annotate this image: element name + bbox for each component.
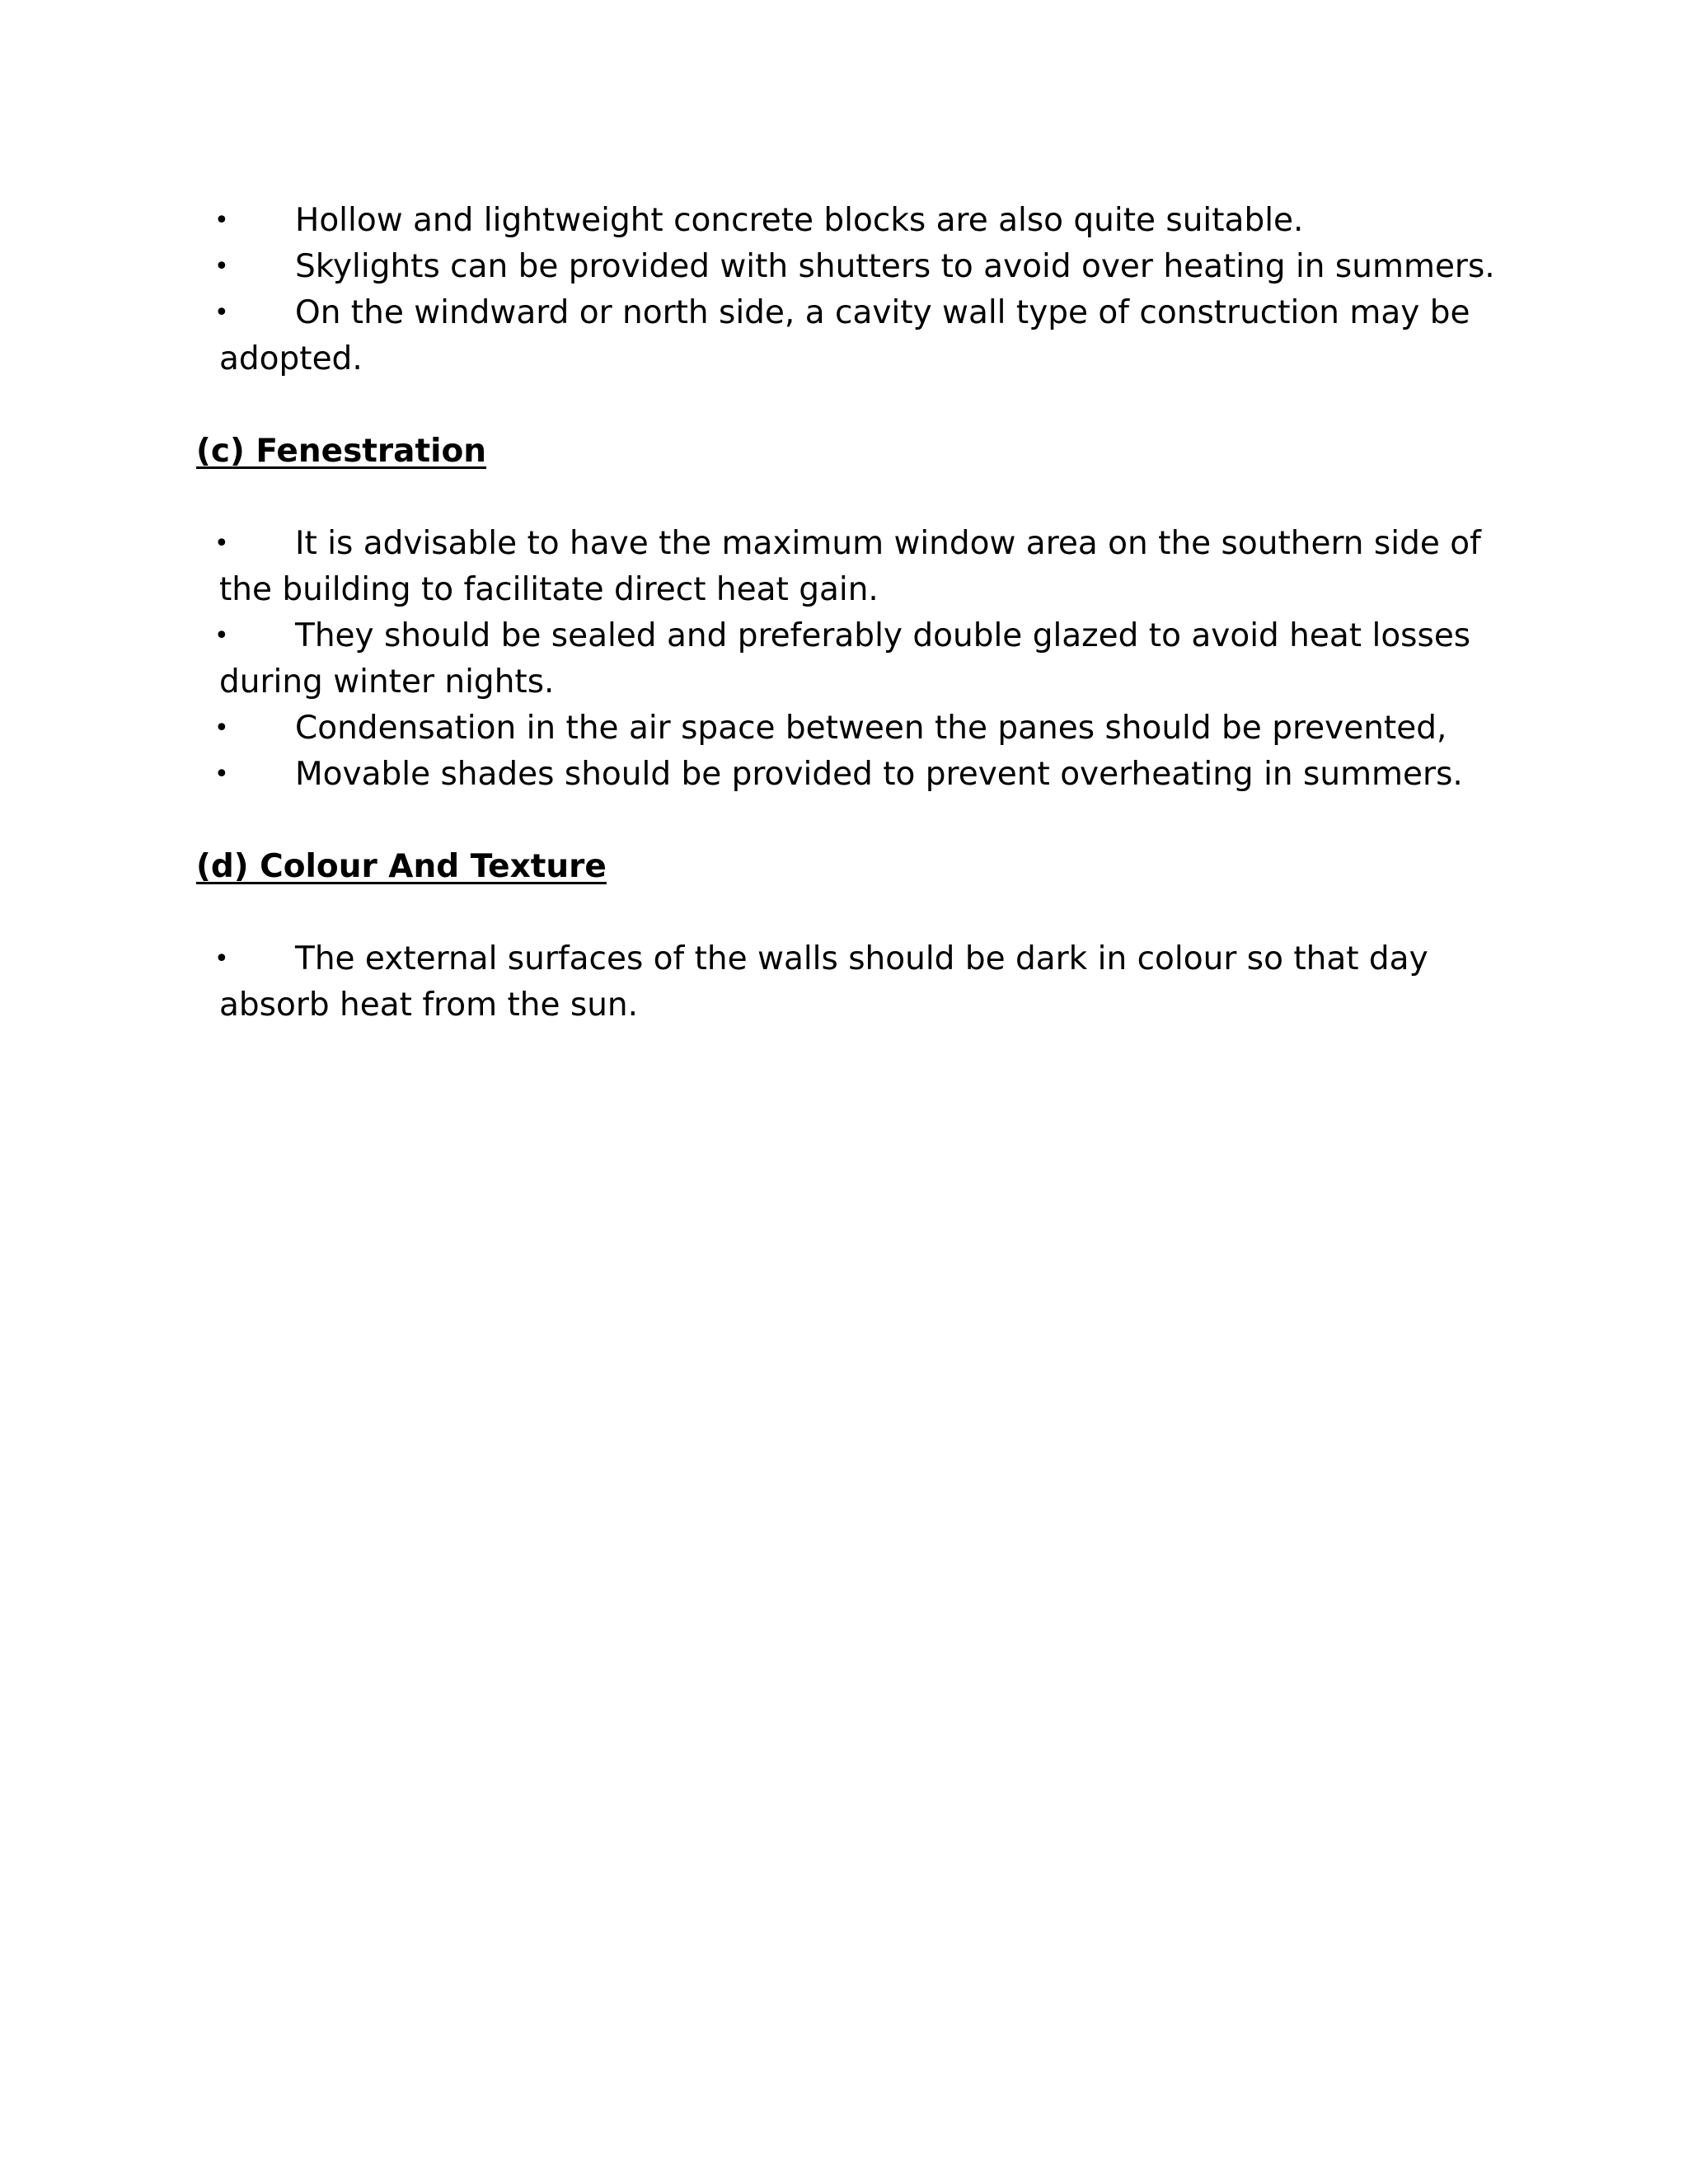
list-item-text: Movable shades should be provided to prevent overheating in summers. xyxy=(295,756,1463,793)
bullet-icon: • xyxy=(214,529,229,558)
list-item-text: The external surfaces of the walls should be dark in colour so that day absorb heat from the sun. xyxy=(219,940,1428,1024)
list-item-text: Condensation in the air space between the panes should be prevented, xyxy=(295,710,1447,747)
list-item xyxy=(214,613,1498,705)
list-item xyxy=(214,244,1498,290)
list-item xyxy=(214,290,1498,382)
bullet-icon: • xyxy=(214,714,229,743)
document-content xyxy=(196,198,1498,1029)
list-item xyxy=(214,521,1498,613)
list-item-text: Hollow and lightweight concrete blocks are also quite suitable. xyxy=(295,202,1304,239)
list-item xyxy=(214,705,1498,752)
list-item-text: Skylights can be provided with shutters to avoid over heating in summers. xyxy=(295,248,1495,285)
bullet-icon: • xyxy=(214,760,229,789)
list-item xyxy=(214,198,1498,244)
list-item-text: On the windward or north side, a cavity wall type of construction may be adopted. xyxy=(219,294,1470,377)
section-heading-fenestration: (c) Fenestration xyxy=(196,433,487,470)
bullet-icon: • xyxy=(214,252,229,281)
list-item xyxy=(214,936,1498,1029)
list-item-text: It is advisable to have the maximum window area on the southern side of the building to facilitate direct heat gain. xyxy=(219,525,1481,608)
bullet-icon: • xyxy=(214,206,229,235)
fenestration-bullet-list xyxy=(196,521,1498,798)
bullet-icon: • xyxy=(214,944,229,973)
intro-bullet-list xyxy=(196,198,1498,382)
section-heading-colour-texture: (d) Colour And Texture xyxy=(196,848,607,885)
bullet-icon: • xyxy=(214,621,229,650)
list-item xyxy=(214,752,1498,798)
colour-texture-bullet-list xyxy=(196,936,1498,1029)
list-item-text: They should be sealed and preferably double glazed to avoid heat losses during winter nights. xyxy=(219,617,1471,701)
bullet-icon: • xyxy=(214,298,229,327)
